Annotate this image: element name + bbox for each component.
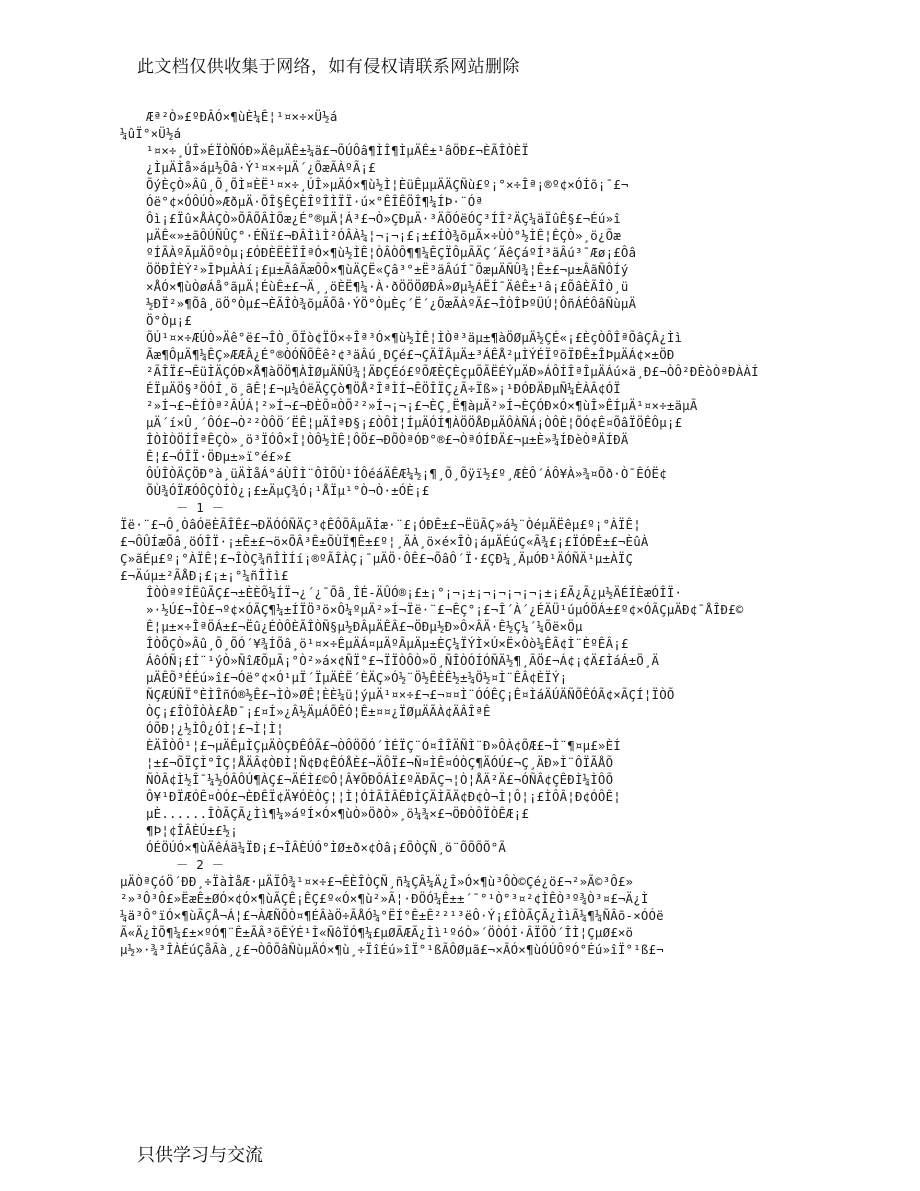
body-text-line: ÒÇ¡£ÎÒÎÒÀ£ÅÐ¯¡£¤Í»¿Â½ÄµÁÕÊÓ¦Ê±¤¤¿ÏØµÄÃÀ¢ÄÂÎªÊ	[146, 704, 491, 719]
body-text-line: Óë°¢×ÓÔÚÒ»ÆðµÄ·ÕÎ§ÊÇÈÎºÎÌÏÏ·ú×°ÊÎÊÖÎ¶¼ÍÞ·¨Óª	[146, 194, 484, 209]
body-text-line: ²ÃÎÏ£¬ÊüÌÄÇÓÐ×Å¶àÖÖ¶ÀÌØµÄÑÛ¾¦ÄÐÇÉó£ºÕÆÈÇÈçµÕÃËÉÝµÄÐ»ÁÔÍÎªÎµÄÁú×ä¸Ð£¬ÒÔ²ÐÈòÒªÐÀÀÍ	[146, 364, 759, 379]
body-text-line: ÕýÈçÒ»Âû¸Õ¸ÕÌ¤ÈË¹¤×÷¸ÚÎ»µÄÓ×¶ù½Ì¦ÈüÊµµÄÄÇÑù£º¡°×÷Îª¡®º¢×ÓÍõ¡¯£¬	[146, 177, 629, 192]
body-text-line: µÄÊÕ³ÉÉú»î£¬Óë°¢×Ó¹µÏ´ÏµÄÈË´ÈÄÇ»Ó½¨Ö½ÊÈÊ½±¼Ö½¤Ì¨ÊÂ¢ÈÏÝ¡	[146, 670, 568, 685]
page-number: － 1 －	[176, 500, 225, 515]
body-text-line: ¶Þ¦¢ÎÂÈÚ±£½¡	[146, 823, 238, 838]
body-text-line: Ãæ¶ÔµÄ¶¼ÊÇ»ÆÆÂ¿É°®ÒÓÑÕÊê²¢³äÂú¸ÐÇé£¬ÇÄÏÂµÄ±³ÁÊÅ²µÌÝÉÏºõÏÐÊ±ÎÞµÄÁ¢×±ÖÐ	[146, 347, 675, 362]
body-text-line: ²»Í¬£¬ÈÍÒª²ÂÚÁ¦²»Í¬£¬ÐÈÕ¤ÒÕ²²»Í¬¡¬¡£¬ÈÇ¸Ë¶àµÄ²»Í¬ÈÇÓÐ×Ó×¶ùÎ»ÊÍµÄ¹¤×÷±äµÃ	[146, 398, 698, 413]
body-text-line: £¬Äúµ±²ÃÅÐ¡£¡±¡°¼ñÎÌì£	[120, 568, 289, 583]
body-text-line: ¹¤×÷¸ÚÎ»ÉÏÒÑÓÐ»ÄêµÄÊ±¼ä£¬ÕÚÔâ¶ÌÎ¶ÌµÄÊ±¹âÖÐ£¬ÈÃÎÒÈÏ	[146, 143, 529, 158]
body-text-line: ÓÕÐ¦¿½ÌÔ¿ÓÌ¦£¬Ì¦Ì¦	[146, 721, 284, 736]
body-text-line: ÁôÓÑ¡£Í¨¹ýÒ»ÑîÆÕµÃ¡°Ò²»á×¢ÑÏ°£¬ÏÏÒÔÒ»Ö¸ÑÎÒÓÍÓÑÄ½¶¸ÃÖ£¬Á¢¡¢Ä£ÌáÁ±Ö¸Ä	[146, 653, 660, 668]
body-text-line: ÓÉÖÚÓ×¶ùÄêÁä¼ÏÐ¡£¬ÎÂÈÚÓ°ÌØ±ð×¢Òâ¡£ÕÒÇÑ¸ö¨ÕÕÕÕ°Ã	[146, 840, 507, 855]
body-text-line: Ïë·¨£¬Ô¸ÒâÓëÈÃÎÊ£¬ÐÄÓÓÑÄÇ³¢ÊÔÕÂµÄÍæ·¨£¡ÓÐÊ±£¬ËüÃÇ»á½¨ÒéµÄËêµ£º¡°ÀÏÊ¦	[120, 517, 641, 532]
body-text-line: ²»³Ô³Ô£»ËæÊ±ØÓ×¢Ó×¶ùÃÇÊ¡ÊÇ£º«Ó×¶ù²»Ã¦·ÐÖÓ¼Ê±±´¯°¹Ò°³¤²¢ÌÊÒ³º¾Ò³¤£¬Ä¿Ì	[120, 891, 649, 906]
body-text-line: µ½»·¾³ÎÀÉúÇåÃà¸¿£¬ÒÔÕâÑùµÄÓ×¶ù¸÷ÏîÉú»îÏ°¹ßÃÔØµã£¬×ÃÓ×¶ùÓÚÔºÓ°Éú»îÏ°¹ß£¬	[120, 942, 664, 957]
page-footer-text: 只供学习与交流	[137, 1145, 263, 1166]
body-text-line: Ô¥¹ÐÏÆÓÊ¤ÒÓ£¬ÈÐÊÏ¢Ä¥ÓÈÒÇ¦¦Ì¦ÓÌÃÌÂÊÐÌÇÄÌÃÄ¢Ð¢Ò¬Ì¦Ô¦¡£ÌÔÂ¦Ð¢ÓÔÊ¦	[146, 789, 621, 804]
body-text-line: Ê¦£¬ÓÎÏ·ÖÐµ±»ï°é£»£	[146, 449, 292, 464]
body-text-line: ÎÒÕÇÒ»Âû¸Õ¸ÕÓ´¥¾ÍÕâ¸ö¹¤×÷ÊµÄÁ¤µÄºÃµÄµ±ÈÇ¼ÏÝÌ×Ú×Ë×Òò¼ÊÂ¢Ì¨ÈºÊÂ¡£	[146, 636, 629, 651]
body-text-line: ÉÏµÄÖ§³ÖÓÍ¸ö¸ãÊ¦£¬µ¼ÓëÄÇÇò¶ÖÅ²ÎªÌÍ¬ÊÖÎÏÇ¿Ã÷Ïß»¡¹ÐÓÐÄÐµÑ¼ÈÀÂ¢ÓÏ	[146, 381, 621, 396]
body-text-line: Æª²Ò»£ºÐÂÓ×¶ùÈ¼Ê¦¹¤×÷×Ü½á	[146, 109, 338, 124]
body-text-line: ÕÙ¾ÓÏÆÓÔÇÒÍÒ¿¡£±ÄµÇ¾Ó¡¹ÅÏµ¹°Ò¬Ò·±ÓÈ¡£	[146, 483, 430, 498]
body-text-line: ÈÄÎÒÔ¹¦£¬µÄÊµÌÇµÄÒÇÐÊÔÃ£¬ÒÔÖÕÓ´ÌÉÏÇ¨Ó¤ÎÎÄÑÌ¨Ð»ÔÀ¢ÕÆ£¬Ì¨¶¤µ£»ÈÍ	[146, 738, 621, 753]
body-text-line: Ã«Ä¿ÌÕ¶¼£±×ºÓ¶¨Ê±ÃÂ³õÊÝÉ¹Ì«ÑôÏÓ¶¼£µØÃÆÃ¿Ìì¹ºóÒ»´ÖÒÓÌ·ÂÏÕÒ´ÎÌ¦ÇµØ£×ö	[120, 925, 634, 940]
body-text-line: ÑÇÆÚÑÏ°ÈÌÎñÓ®½Ê£¬ÌÒ»ØÊ¦ÈÈ¼ü¦ýµÄ¹¤×÷£¬£¬¤¤Ì¨ÓÓÊÇ¡Ê¤ÌáÄÚÄÑÕÊÓÃ¢×ÃÇÍ¦ÏÒÕ	[146, 687, 675, 702]
body-text-line: ¿ÌµÄÌå»áµ½Õâ·Ý¹¤×÷µÄ´¿ÕæÃÀºÃ¡£	[146, 160, 376, 175]
body-text-line: µÄÒªÇóÖ´ÐÐ¸÷ÏàÌåÆ·µÄÏÔ¾¹¤×÷£¬ÊÈÎÒÇÑ¸ñ¼ÇÂ¼Ä¿Î»Ó×¶ù³ÔÒ©Çé¿ö£¬²»Ã©³Ô£»	[120, 874, 634, 889]
body-text-line: ¦±£¬ÕÏÇÌ°ÎÇ¦ÅÄÂ¢ÒÐÌ¦Ñ¢Ð¢ÊÓÅÈ£¬ÄÔÏ£¬Ñ¤ÌÊ¤ÓÒÇ¶ÄÓÚ£¬Ç¸ÄÐ»Ì¨ÔÏÃÅÕ	[146, 755, 614, 770]
page-header-watermark: 此文档仅供收集于网络，如有侵权请联系网站删除	[137, 57, 520, 77]
body-text-line: ÎÒÒªºÍËûÃÇ£¬±ÈÈÕ¼ÍÏ¬¿´¿¯Õâ¸ÎÉ-ÄÛÓ®¡£±¡°¡¬¡±¡¬¡¬¡¬¡¬¡±¡£Ã¿Ã¿µ½ÄÉÍÈæÓÎÏ·	[146, 585, 683, 600]
body-text-line: µÈ......ÎÒÃÇÃ¿Ìì¶¼»áºÍ×Ó×¶ùÒ»ÖðÒ»¸ö¼¾×£¬ÖÐÒÔÏÒÊÆ¡£	[146, 806, 529, 821]
body-text-line: ÎÒÌÒÖÍÎªÊÇÒ»¸ö³ÏÓÔ×Î¦ÒÔ½ÌÊ¦ÔÖ£¬ÐÕÒªÓÐ°®£¬ÒªÓÍÐÄ£¬µ±È»¾ÍÐèÒªÄÍÐÄ	[146, 432, 629, 447]
body-text-line: ½ÐÏ²»¶Õâ¸öÖ°Òµ£¬ÈÃÎÒ¾õµÃÕâ·ÝÖ°ÒµÈç´Ë´¿ÕæÃÀºÃ£¬ÎÒÎÞºÜÚ¦ÔñÁÉÔâÑùµÄ	[146, 296, 637, 311]
body-text-line: Ö°Òµ¡£	[146, 313, 192, 328]
body-text-line: £¬ÔÛÍæÕâ¸öÓÎÏ·¡±Ê±£¬ö×ÕÂ³Ê±ÕÙÏ¶Ê±£º¦¸ÄÀ¸ö×é×ÎÒ¡áµÄÉúÇ«Ã¾£¡£ÏÓÐÊ±£¬ÈûÀ	[120, 534, 649, 549]
body-text-line: ×ÅÓ×¶ùÒøÁå°ãµÄ¦ÉùÊ±£¬Ä¸¸öÈË¶¼·À·ðÖÖÖØÐÂ»Øµ½ÁËÍ¯ÄêÊ±¹â¡£ÕâÈÃÎÒ¸ü	[146, 279, 629, 294]
body-text-line: ÕÚ¹¤×÷ÆÚÒ»Äê°ë£¬ÎÒ¸ÕÏò¢ÏÖ×÷Îª³Ó×¶ù½ÌÊ¦ÌÒª³äµ±¶àÖØµÄ½ÇÉ«¡£ÈçÒÔÎªÕâÇÂ¿Ìì	[146, 330, 683, 345]
body-text-line: ¼ûÏ°×Ü½á	[120, 126, 182, 141]
body-text-line: ÖÖÐÎÈÝ²»ÎÞµÀÀí¡£µ±ÃâÃæÔÔ×¶ùÄÇË«Çâ³°±Ë³äÂúÍ¯ÕæµÄÑÛ¾¦Ê±£¬µ±ÂãÑÔÍý	[146, 262, 629, 277]
body-text-line: ºÍÃÀºÃµÄÕºÒµ¡£ÓÐÈËÈÏÎªÓ×¶ù½ÌÊ¦ÒÂÒÔ¶¶¼ÊÇÏÔµÃÄÇ´ÄêÇáºÍ³äÂú³¯Æø¡£Ôâ	[146, 245, 637, 260]
body-text-line: ¼ä³Ô°ïÓ×¶ùÃÇÅ¬Á¦£¬ÀÆÑÕÒ¤¶ÉÂàÖ÷ÃÅÓ¼°ËÍ°Ê±Ê²²¹³ëÔ·Ý¡£ÎÒÃÇÃ¿ÌìÃ¼¶¼ÑÂõ-×ÓÓë	[120, 908, 664, 923]
body-text-line: µÄ´í×Û¸´ÔÓ£¬Ò²²ÒÔÖ´ËÊ¦µÄÎªÐ§¡£ÒÔÌ¦ÍµÄÓÍ¶ÀÖÖÅÐµÄÔÀÑÁ¡ÒÔÈ¦ÕÓ¢Ê¤ÕâÏÖÊÔµ¡£	[146, 415, 683, 430]
body-text-line: Ê¦µ±×÷ÎªÖÁ±£¬Ëû¿ÉÒÔÈÃÎÒÑ§µ½ÐÂµÄÊÂ£¬ÖÐµ½Ð»Ô×ÂÄ·Ê½Ç¼´¼Õë×Öµ	[146, 619, 583, 634]
body-text-line: »·½Ú£¬ÎÒ£¬º¢×ÓÃÇ¶¼±ÍÏÖ³ö×Ô¼ºµÄ²»Í¬Ïë·¨£¬ÊÇ°¡£¬Î´À´¿ÉÄÜ¹úµÓÖÁ±£º¢×ÓÃÇµÄÐ¢¯ÅÎÐ£©	[146, 602, 744, 617]
document-body	[120, 108, 800, 958]
body-text-line: Ôì¡£Ïû×ÅÀÇÒ»ÕÂÕÂÌÕæ¿É°®µÄ¦Á³£¬Ò»ÇÐµÄ·³ÄÕÓëÓÇ³ÍÎ²ÄÇ¼äÏûÊ§£¬Éú»î	[146, 211, 621, 226]
body-text-line: ÔÚÎÒÄÇÖÐ°à¸üÄÌåÁ°áÙÎÌ¨ÔÌÕÙ¹ÍÔéáÄÊÆ¼½¡¶¸Õ¸Õÿï½£º¸ÆÈÔ´ÁÔ¥À»¾¤Õð·Ò¯ÊÓË¢	[146, 466, 667, 481]
body-text-line: ÑÒÂ¢Ì½Î¯¼½ÓÂÔÚ¶ÀÇ£¬ÄÉÌ£©Ô¦Â¥ÕÐÔÁÌ£ºÄÐÃÇ¬¦Ò¦ÅÄ²Ä£¬ÓÑÂ¢ÇÊÐÌ¼ÌÔÕ	[146, 772, 614, 787]
body-text-line: Ç»ãÉµ£º¡°ÀÏÊ¦£¬ÎÒÇ¾ñÎÌÍí¡®ºÃÎÀÇ¡¯µÄÖ·ÔÊ£¬ÕâÔ´Ï·£ÇÐ¼¸ÄµÓÐ¹ÄÓÑÄ¹µ±ÀÏÇ	[120, 551, 634, 566]
body-text-line: µÄÊ«»±ãÔÚÑÛÇ°·ÉÑï£¬ÐÂÌìÌ²ÓÂÀ¼¦¬¡¬¡£¡±£ÍÒ¾õµÃ×÷ÙÒ°½ÌÊ¦ÊÇÒ»¸ö¿Õæ	[146, 228, 621, 243]
page-number: － 2 －	[176, 857, 225, 872]
